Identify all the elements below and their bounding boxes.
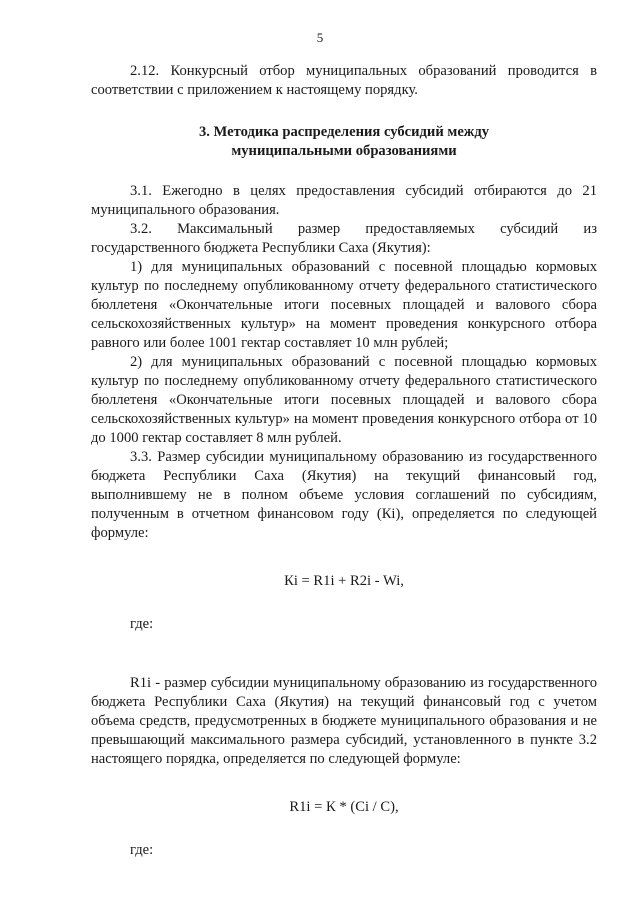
formula-r1i: R1i = К * (Ci / С), [289,799,399,815]
where-label-2: где: [130,842,154,858]
document-body [91,62,597,875]
formula-ki: Кi = R1i + R2i - Wi, [284,573,404,589]
section-heading [91,123,597,161]
paragraph-2-12: 2.12. Конкурсный отбор муниципальных образований проводится в соответствии с приложением к настоящему порядку. [91,63,597,98]
where-label-1: где: [130,616,154,632]
page-number: 5 [316,30,324,45]
section-heading-line-1: 3. Методика распределения субсидий между [198,124,490,140]
paragraph-r1i-definition: R1i - размер субсидии муниципальному образованию из государственного бюджета Республики Саха (Якутия) на текущий финансовый год с учетом объема средств, предусмотренных в бюджете муниципального образования и не превышающий максимального размера субсидий, установленного в пункте 3.2 настоящего порядка, определяется по следующей формуле: [91,675,597,767]
paragraph-3-1: 3.1. Ежегодно в целях предоставления субсидий отбираются до 21 муниципального образования. [91,183,597,218]
paragraph-3-2-item-2: 2) для муниципальных образований с посевной площадью кормовых культур по последнему опубликованному отчету федерального статистического бюллетеня «Окончательные итоги посевных площадей и валового сбора сельскохозяйственных культур» на момент проведения конкурсного отбора от 10 до 1000 гектар составляет 8 млн рублей. [91,354,597,446]
paragraph-3-2-item-1: 1) для муниципальных образований с посевной площадью кормовых культур по последнему опубликованному отчету федерального статистического бюллетеня «Окончательные итоги посевных площадей и валового сбора сельскохозяйственных культур» на момент проведения конкурсного отбора равного или более 1001 гектар составляет 10 млн рублей; [91,259,597,351]
section-heading-line-2: муниципальными образованиями [231,143,457,159]
paragraph-3-3: 3.3. Размер субсидии муниципальному образованию из государственного бюджета Республики Саха (Якутия) на текущий финансовый год, выполнившему не в полном объеме условия соглашений по субсидиям, полученным в отчетном финансовом году (Кi), определяется по следующей формуле: [91,449,597,541]
paragraph-3-2: 3.2. Максимальный размер предоставляемых субсидий из государственного бюджета Республики Саха (Якутия): [91,221,597,256]
